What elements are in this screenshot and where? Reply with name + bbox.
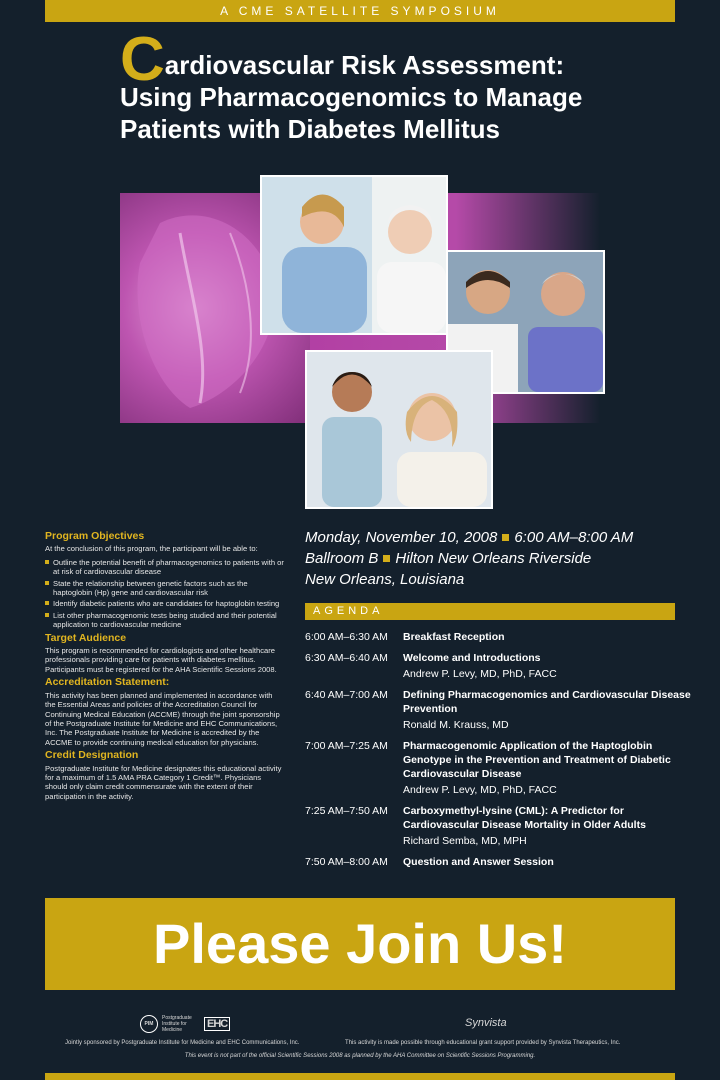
agenda-title: Question and Answer Session <box>403 856 554 868</box>
page-title <box>120 25 700 145</box>
agenda-time: 7:00 AM–7:25 AM <box>305 740 388 752</box>
bullet-square-icon <box>502 534 509 541</box>
title-line1: ardiovascular Risk Assessment: <box>164 50 565 80</box>
agenda-row <box>305 855 695 869</box>
event-time: 6:00 AM–8:00 AM <box>514 529 634 546</box>
agenda-heading: AGENDA <box>305 603 675 620</box>
title-line3: Patients with Diabetes Mellitus <box>120 114 500 144</box>
objectives-intro: At the conclusion of this program, the participant will be able to: <box>45 544 258 554</box>
accreditation-text: This activity has been planned and implemented in accordance with the Essential Areas and policies of the Accreditation Council for Continuing Medical Education (ACCME) through the joint sponsorship of the Postgraduate Institute for Medicine and EHC Communications, Inc. The Postgraduate Institute for Medicine is accredited by the ACCME to provide continuing medical education for physicians. <box>45 690 280 747</box>
pim-ehc-logos <box>140 1015 230 1033</box>
bottom-bar <box>45 1073 675 1080</box>
ehc-logo: EHC <box>204 1017 230 1031</box>
agenda-title: Pharmacogenomic Application of the Haptoglobin Genotype in the Prevention and Treatment of Diabetic Cardiovascular Disease <box>403 740 671 780</box>
agenda-entry <box>403 688 695 732</box>
pim-logo-text: Postgraduate Institute for Medicine <box>162 1015 192 1033</box>
hero-collage <box>120 175 600 505</box>
event-details <box>305 527 685 590</box>
pim-logo: PIM <box>140 1015 158 1033</box>
agenda-entry <box>403 739 695 797</box>
accreditation-heading: Accreditation Statement: <box>45 676 170 689</box>
event-datetime <box>305 527 685 548</box>
agenda-time: 6:00 AM–6:30 AM <box>305 631 388 643</box>
agenda-title: Breakfast Reception <box>403 631 505 643</box>
photo-nurse-female-patient <box>305 350 493 509</box>
agenda-speaker: Ronald M. Krauss, MD <box>403 719 509 731</box>
agenda-speaker: Richard Semba, MD, MPH <box>403 835 527 847</box>
join-banner: Please Join Us! <box>45 898 675 990</box>
title-line2: Using Pharmacogenomics to Manage <box>120 82 583 112</box>
agenda-time: 7:25 AM–7:50 AM <box>305 805 388 817</box>
agenda-title: Welcome and Introductions <box>403 652 541 664</box>
agenda-row <box>305 688 695 732</box>
objectives-list <box>45 558 285 630</box>
credit-heading: Credit Designation <box>45 749 139 762</box>
agenda-time: 6:40 AM–7:00 AM <box>305 689 388 701</box>
objective-item: Outline the potential benefit of pharmacogenomics to patients with or at risk of cardiovascular disease <box>45 558 285 577</box>
agenda-title: Carboxymethyl-lysine (CML): A Predictor for Cardiovascular Disease Mortality in Older Adults <box>403 805 646 831</box>
symposium-banner: A CME SATELLITE SYMPOSIUM <box>45 0 675 22</box>
audience-heading: Target Audience <box>45 631 127 644</box>
synvista-logo: Synvista <box>465 1017 507 1029</box>
objective-item: State the relationship between genetic factors such as the haptoglobin (Hp) gene and cardiovascular risk <box>45 579 285 598</box>
agenda-speaker: Andrew P. Levy, MD, PhD, FACC <box>403 668 557 680</box>
agenda-list <box>305 630 695 876</box>
event-location <box>305 548 685 569</box>
bullet-square-icon <box>383 555 390 562</box>
agenda-entry <box>403 855 695 869</box>
agenda-row <box>305 630 695 644</box>
sponsor-statement: Jointly sponsored by Postgraduate Institute for Medicine and EHC Communications, Inc. <box>65 1040 300 1046</box>
event-room: Ballroom B <box>305 550 379 567</box>
grant-statement: This activity is made possible through educational grant support provided by Synvista Therapeutics, Inc. <box>345 1040 621 1046</box>
agenda-entry <box>403 804 695 848</box>
objective-item: List other pharmacogenomic tests being studied and their potential application to cardiovascular medicine <box>45 611 285 630</box>
program-info-column <box>45 532 285 805</box>
agenda-time: 7:50 AM–8:00 AM <box>305 856 388 868</box>
objectives-heading: Program Objectives <box>45 530 145 542</box>
agenda-entry <box>403 630 695 644</box>
audience-text: This program is recommended for cardiologists and other healthcare professionals providing care for patients with diabetes mellitus. Participants must be registered for the AHA Scientific Sessions 2008. <box>45 646 277 674</box>
title-initial: C <box>120 25 165 94</box>
credit-text: Postgraduate Institute for Medicine designates this educational activity for a maximum of 1.5 AMA PRA Category 1 Credit™. Physicians should only claim credit commensurate with the extent of their participation in the activity. <box>45 763 282 801</box>
agenda-row <box>305 651 695 681</box>
disclaimer-note: This event is not part of the official Scientific Sessions 2008 as planned by the AHA Committee on Scientific Sessions Programming. <box>184 1053 536 1059</box>
agenda-row <box>305 804 695 848</box>
event-venue: Hilton New Orleans Riverside <box>395 550 592 567</box>
photo-nurse-elderly-patient <box>260 175 448 335</box>
agenda-time: 6:30 AM–6:40 AM <box>305 652 388 664</box>
agenda-row <box>305 739 695 797</box>
agenda-title: Defining Pharmacogenomics and Cardiovascular Disease Prevention <box>403 689 691 715</box>
agenda-speaker: Andrew P. Levy, MD, PhD, FACC <box>403 784 557 796</box>
objective-item: Identify diabetic patients who are candidates for haptoglobin testing <box>45 599 285 608</box>
event-city: New Orleans, Louisiana <box>305 571 465 588</box>
event-date: Monday, November 10, 2008 <box>305 529 498 546</box>
agenda-entry <box>403 651 695 681</box>
